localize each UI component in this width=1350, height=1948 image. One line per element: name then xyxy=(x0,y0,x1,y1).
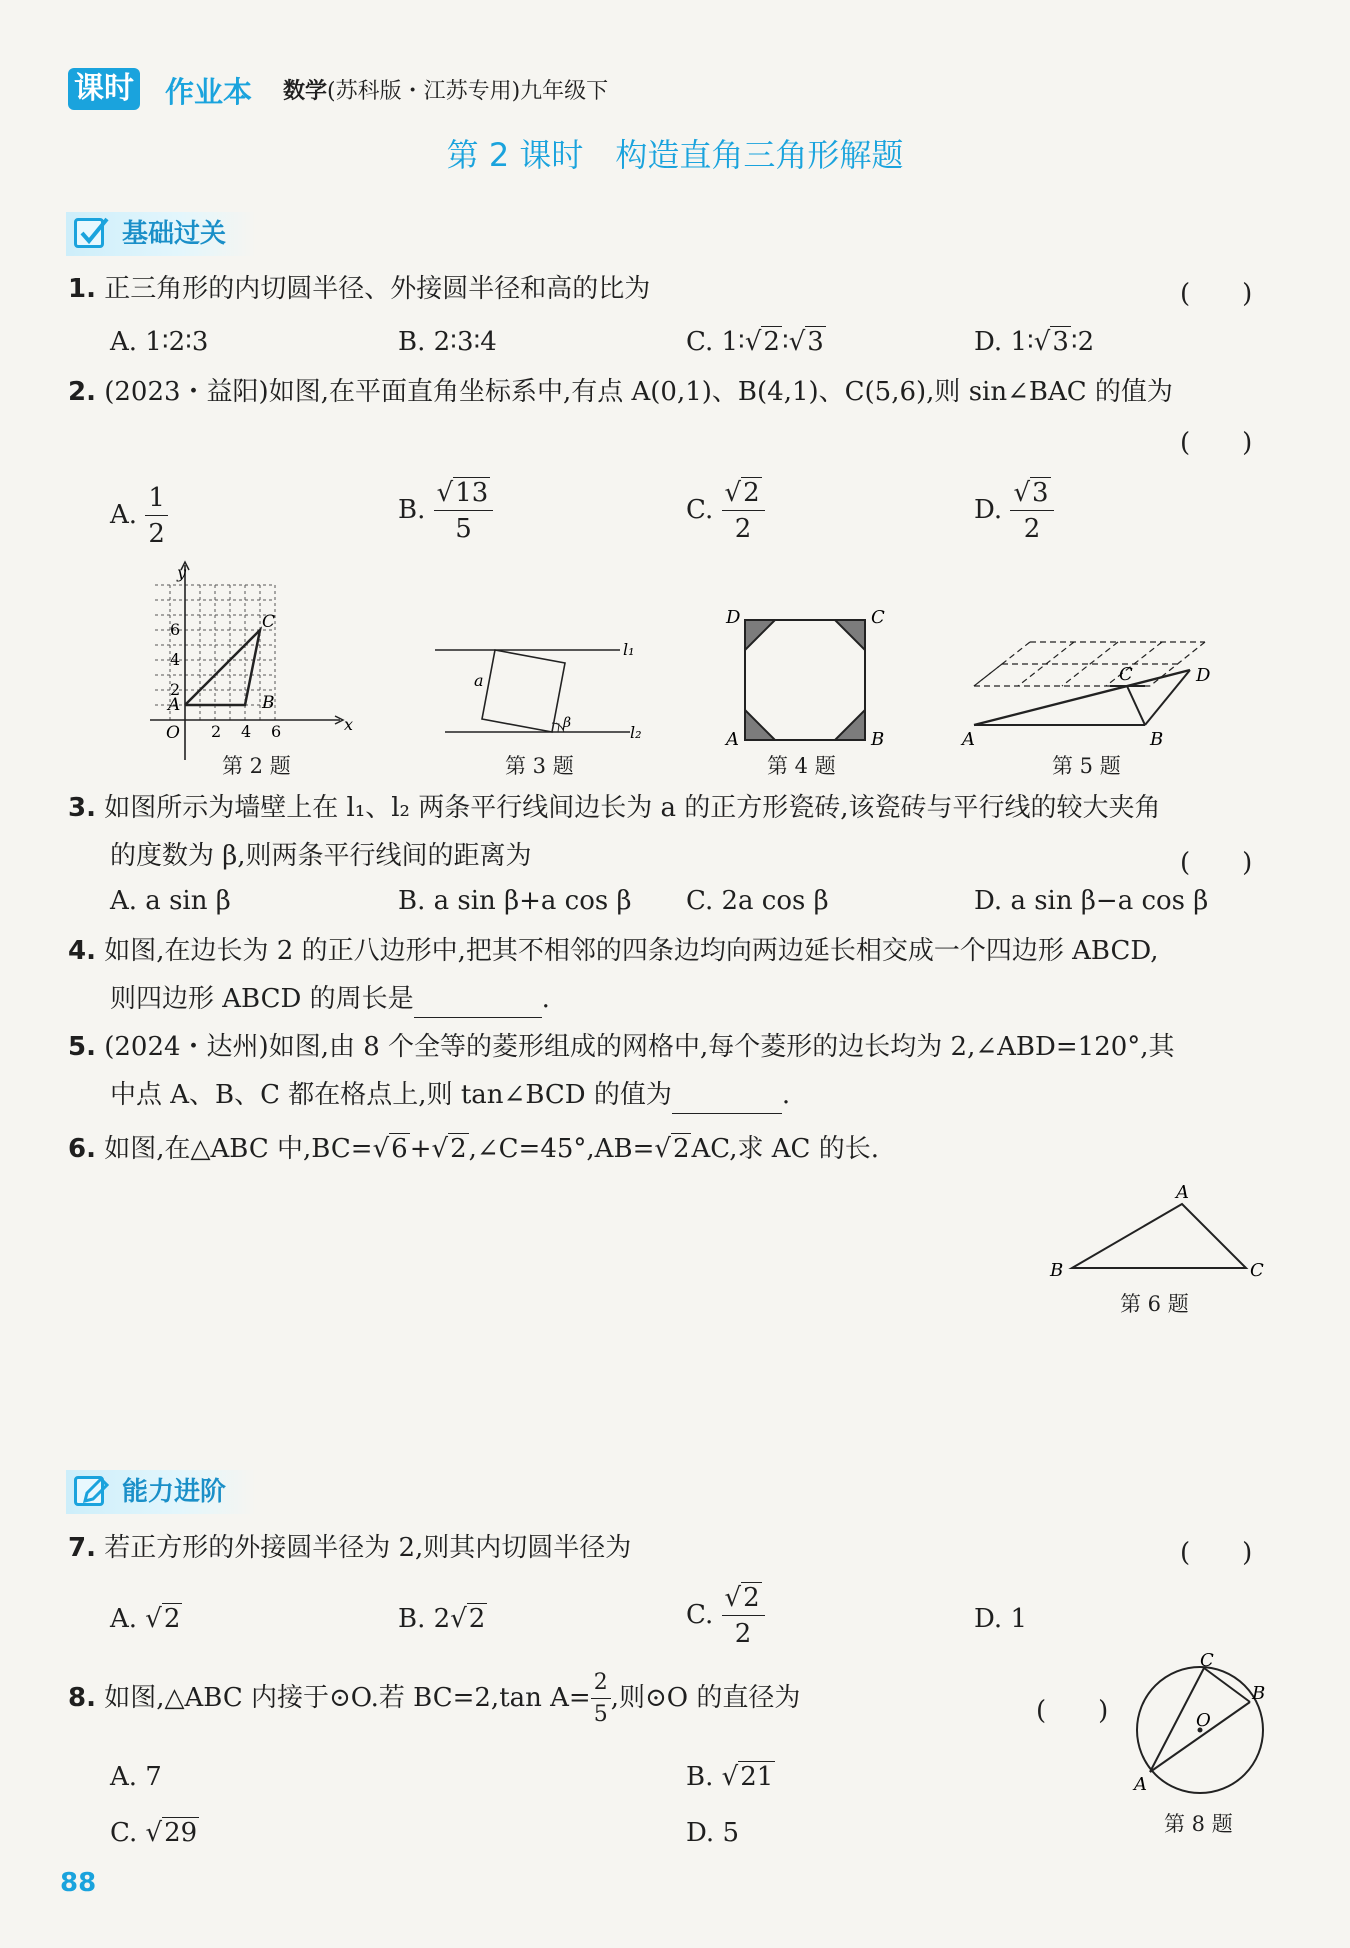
figure-8-circle xyxy=(1120,1652,1280,1802)
fig3-beta-label: β xyxy=(563,715,572,731)
option-d: D. 1 xyxy=(974,1604,1027,1634)
option-d: D. a sin β−a cos β xyxy=(974,886,1209,916)
fig6-point-c: C xyxy=(1250,1260,1264,1280)
edition-label: (苏科版・江苏专用)九年级下 xyxy=(327,79,609,104)
figure-2-caption: 第 2 题 xyxy=(222,754,291,778)
fig3-l2-label: l₂ xyxy=(630,723,642,742)
book-info xyxy=(283,74,608,105)
option-c: C. 2a cos β xyxy=(686,886,829,916)
question-4: 4. 如图,在边长为 2 的正八边形中,把其不相邻的四条边均向两边延长相交成一个四边形 ABCD, xyxy=(68,936,1159,966)
figure-2-coordinate-grid xyxy=(150,560,370,760)
brand-logo: 课时 xyxy=(68,68,140,110)
fig4-point-c: C xyxy=(871,607,885,628)
option-b: B. $\frac{√13}{5}$ xyxy=(398,480,493,542)
fig4-point-b: B xyxy=(871,729,885,750)
section-basic-title: 基础过关 xyxy=(122,219,227,249)
question-4-line-2: 则四边形 ABCD 的周长是 . xyxy=(110,980,550,1018)
option-a: A. a sin β xyxy=(110,886,231,916)
question-3: 3. 如图所示为墙壁上在 l₁、l₂ 两条平行线间边长为 a 的正方形瓷砖,该瓷砖与平行线的较大夹角 xyxy=(68,793,1161,823)
option-b: B. 2√2 xyxy=(398,1604,486,1634)
section-advanced-banner xyxy=(66,1470,256,1514)
fig8-point-b: B xyxy=(1252,1683,1266,1704)
figure-3-tile-between-lines xyxy=(430,630,660,750)
brand-name: 作业本 xyxy=(165,75,253,109)
option-a: A. √2 xyxy=(110,1604,181,1634)
fig2-xtick: 6 xyxy=(271,722,282,741)
fig2-point-b: B xyxy=(262,693,275,713)
page-number: 88 xyxy=(60,1868,97,1898)
fig2-xtick: 4 xyxy=(241,722,252,741)
option-b: B. √21 xyxy=(686,1762,774,1792)
answer-blank[interactable] xyxy=(672,1085,782,1114)
question-text: 正三角形的内切圆半径、外接圆半径和高的比为 xyxy=(104,274,651,304)
pencil-icon xyxy=(74,1476,104,1506)
fig6-point-a: A xyxy=(1176,1182,1189,1203)
option-c: C. $\frac{√2}{2}$ xyxy=(686,480,765,542)
fig2-origin-label: O xyxy=(166,723,180,743)
figure-4-octagon-square xyxy=(720,600,890,750)
answer-bracket: ( ) xyxy=(1180,1538,1253,1568)
option-d: D. $\frac{√3}{2}$ xyxy=(974,480,1054,542)
fig5-point-b: B xyxy=(1150,729,1164,750)
answer-blank[interactable] xyxy=(414,989,542,1018)
section-advanced-title: 能力进阶 xyxy=(122,1477,227,1507)
option-b: B. a sin β+a cos β xyxy=(398,886,632,916)
subject-label: 数学 xyxy=(283,79,328,104)
option-a: A. 1∶2∶3 xyxy=(110,327,209,357)
answer-bracket: ( ) xyxy=(1180,848,1253,878)
figure-4-caption: 第 4 题 xyxy=(767,754,836,778)
option-c: C. 1∶√2∶√3 xyxy=(686,327,824,357)
fig8-center-o: O xyxy=(1196,1710,1211,1731)
figure-5-rhombus-grid xyxy=(960,630,1230,750)
fig4-point-a: A xyxy=(726,729,739,750)
fig2-point-c: C xyxy=(262,612,276,632)
fig5-point-a: A xyxy=(962,729,975,750)
question-6: 6. 如图,在△ABC 中,BC=√6+√2,∠C=45°,AB=√2AC,求 AC 的长. xyxy=(68,1134,879,1164)
option-c: C. √29 xyxy=(110,1818,198,1848)
fig2-x-label: x xyxy=(344,715,354,734)
lesson-title: 第 2 课时 构造直角三角形解题 xyxy=(446,136,904,174)
fig2-ytick: 6 xyxy=(170,620,181,639)
fig2-xtick: 2 xyxy=(211,722,222,741)
fig2-ytick: 2 xyxy=(170,680,181,699)
fig5-point-c: C xyxy=(1119,664,1133,685)
section-basic-banner xyxy=(66,212,256,256)
answer-bracket: ( ) xyxy=(1180,279,1253,309)
fig3-side-a-label: a xyxy=(474,671,484,690)
question-1 xyxy=(68,270,650,308)
option-c: C. $\frac{√2}{2}$ xyxy=(686,1585,765,1647)
fig8-point-a: A xyxy=(1134,1774,1147,1795)
figure-6-triangle xyxy=(1040,1180,1270,1280)
figure-6-caption: 第 6 题 xyxy=(1120,1292,1189,1316)
question-8: 8. 如图,△ABC 内接于⊙O.若 BC=2,tan A= $\frac{2}{5}$ ,则⊙O 的直径为 xyxy=(68,1670,801,1727)
fig2-y-label: y xyxy=(177,563,187,582)
question-5: 5. (2024・达州)如图,由 8 个全等的菱形组成的网格中,每个菱形的边长均为 2,∠ABD=120°,其 xyxy=(68,1032,1175,1062)
fig6-point-b: B xyxy=(1050,1260,1064,1280)
fig2-point-a: A xyxy=(168,695,181,715)
answer-bracket: ( ) xyxy=(1036,1696,1109,1726)
fig2-ytick: 4 xyxy=(170,650,181,669)
fig5-point-d: D xyxy=(1196,665,1211,686)
option-d: D. 5 xyxy=(686,1818,739,1848)
option-d: D. 1∶√3∶2 xyxy=(974,327,1095,357)
answer-bracket: ( ) xyxy=(1180,428,1253,458)
fig3-l1-label: l₁ xyxy=(623,640,635,659)
figure-5-caption: 第 5 题 xyxy=(1052,754,1121,778)
fig8-point-c: C xyxy=(1200,1652,1214,1671)
question-number: 1. xyxy=(68,274,96,304)
question-2: 2. (2023・益阳)如图,在平面直角坐标系中,有点 A(0,1)、B(4,1)、C(5,6),则 sin∠BAC 的值为 xyxy=(68,377,1173,407)
question-5-line-2: 中点 A、B、C 都在格点上,则 tan∠BCD 的值为 . xyxy=(110,1076,790,1114)
option-a: A. 7 xyxy=(110,1762,162,1792)
checkbox-icon xyxy=(74,218,104,248)
question-3-line-2: 的度数为 β,则两条平行线间的距离为 xyxy=(110,841,532,871)
question-7: 7. 若正方形的外接圆半径为 2,则其内切圆半径为 xyxy=(68,1533,632,1563)
figure-8-caption: 第 8 题 xyxy=(1164,1812,1233,1836)
fig4-point-d: D xyxy=(726,607,741,628)
option-a: A. $\frac{1}{2}$ xyxy=(110,485,168,547)
figure-3-caption: 第 3 题 xyxy=(505,754,574,778)
option-b: B. 2∶3∶4 xyxy=(398,327,497,357)
